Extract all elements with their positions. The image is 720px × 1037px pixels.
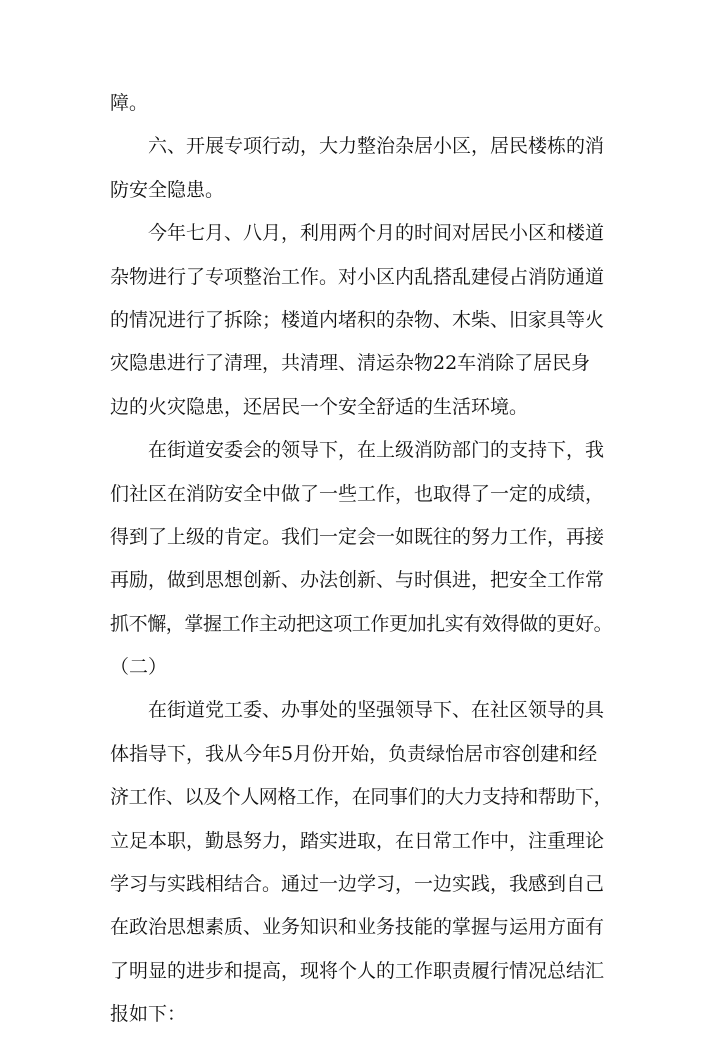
paragraph-start: 今年七月、八月，利用两个月的时间对居民小区和楼道 xyxy=(148,222,605,245)
text-line: 学习与实践相结合。通过一边学习，一边实践，我感到自己 xyxy=(110,873,605,896)
paragraph-start: 在街道党工委、办事处的坚强领导下、在社区领导的具 xyxy=(148,699,605,722)
text-line: 们社区在消防安全中做了一些工作，也取得了一定的成绩， xyxy=(110,482,605,505)
paragraph-start: 在街道安委会的领导下，在上级消防部门的支持下，我 xyxy=(148,439,605,462)
section-marker: （二） xyxy=(110,656,168,679)
text-line: 报如下： xyxy=(110,1003,187,1026)
section-heading: 六、开展专项行动，大力整治杂居小区，居民楼栋的消 xyxy=(148,135,605,158)
text-line: 立足本职，勤恳努力，踏实进取，在日常工作中，注重理论 xyxy=(110,829,605,852)
text-line: 在政治思想素质、业务知识和业务技能的掌握与运用方面有 xyxy=(110,916,605,939)
text-line: 杂物进行了专项整治工作。对小区内乱搭乱建侵占消防通道 xyxy=(110,265,605,288)
text-line: 得到了上级的肯定。我们一定会一如既往的努力工作，再接 xyxy=(110,525,605,548)
text-line: 灾隐患进行了清理，共清理、清运杂物22车消除了居民身 xyxy=(110,352,591,375)
text-line: 防安全隐患。 xyxy=(110,178,225,201)
text-line: 济工作、以及个人网格工作，在同事们的大力支持和帮助下， xyxy=(110,786,613,809)
text-line: 了明显的进步和提高，现将个人的工作职责履行情况总结汇 xyxy=(110,959,605,982)
text-line: 的情况进行了拆除；楼道内堵积的杂物、木柴、旧家具等火 xyxy=(110,308,605,331)
text-line: 再励，做到思想创新、办法创新、与时俱进，把安全工作常 xyxy=(110,569,605,592)
text-line: 体指导下，我从今年5月份开始，负责绿怡居市容创建和经 xyxy=(110,742,598,765)
text-line: 抓不懈，掌握工作主动把这项工作更加扎实有效得做的更好。 xyxy=(110,612,613,635)
document-body xyxy=(110,82,613,1037)
text-line: 边的火灾隐患，还居民一个安全舒适的生活环境。 xyxy=(110,395,529,418)
text-line: 障。 xyxy=(110,92,149,114)
